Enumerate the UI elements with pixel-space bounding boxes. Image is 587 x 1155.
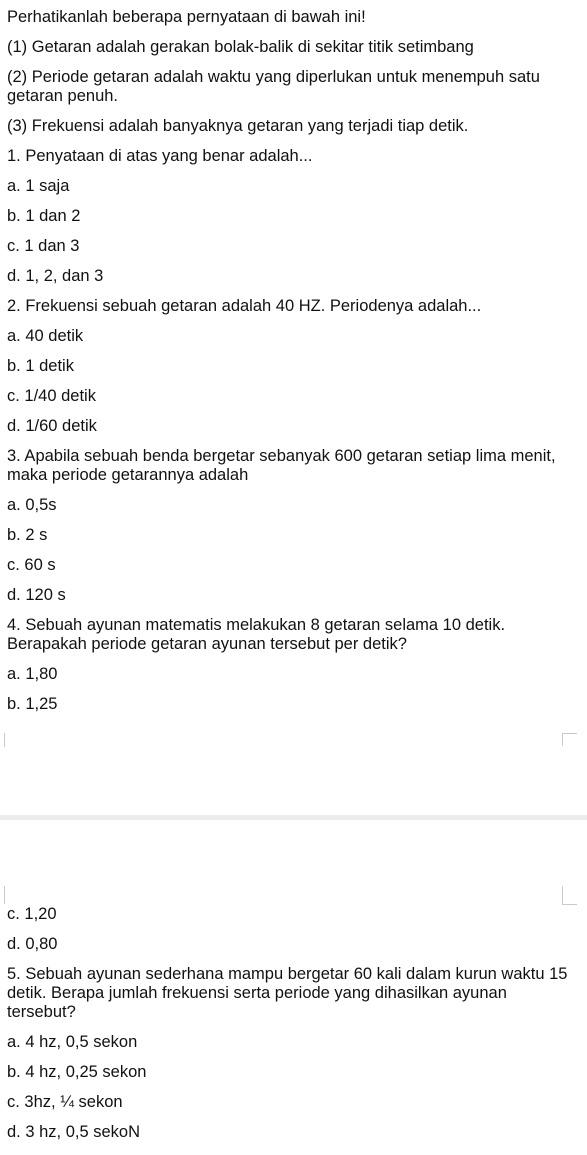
question-2-option-b: b. 1 detik [7,357,74,375]
question-1-option-a: a. 1 saja [7,177,70,195]
question-4-option-d: d. 0,80 [7,935,58,953]
question-1: 1. Penyataan di atas yang benar adalah... [7,147,313,165]
question-4-option-a: a. 1,80 [7,665,58,683]
crop-corner-bottom-right [562,886,577,905]
question-5: 5. Sebuah ayunan sederhana mampu bergetar 60 kali dalam kurun waktu 15 detik. Berapa jumlah frekuensi serta periode yang dihasilkan ayunan tersebut? [7,965,568,1021]
question-4: 4. Sebuah ayunan matematis melakukan 8 getaran selama 10 detik. Berapakah periode getaran ayunan tersebut per detik? [7,616,506,653]
page-divider [0,815,587,820]
question-3-option-a: a. 0,5s [7,496,57,514]
question-2-option-a: a. 40 detik [7,327,84,345]
instruction: Perhatikanlah beberapa pernyataan di bawah ini! [7,8,366,26]
crop-corner-bottom-left [4,886,17,904]
question-1-option-d: d. 1, 2, dan 3 [7,267,104,285]
question-3: 3. Apabila sebuah benda bergetar sebanyak 600 getaran setiap lima menit, maka periode getarannya adalah [7,447,556,484]
question-4-option-c: c. 1,20 [7,905,57,923]
question-5-option-a: a. 4 hz, 0,5 sekon [7,1033,138,1051]
question-5-option-c: c. 3hz, ¼ sekon [7,1093,123,1111]
statement-3: (3) Frekuensi adalah banyaknya getaran yang terjadi tiap detik. [7,117,469,135]
question-5-option-d: d. 3 hz, 0,5 sekoN [7,1123,140,1141]
question-4-option-b: b. 1,25 [7,695,58,713]
question-2-option-d: d. 1/60 detik [7,417,97,435]
question-5-option-b: b. 4 hz, 0,25 sekon [7,1063,147,1081]
crop-corner-top-right [562,733,577,746]
question-3-option-c: c. 60 s [7,556,56,574]
question-3-option-d: d. 120 s [7,586,66,604]
question-1-option-b: b. 1 dan 2 [7,207,81,225]
crop-corner-top-left [4,733,17,747]
question-1-option-c: c. 1 dan 3 [7,237,80,255]
question-3-option-b: b. 2 s [7,526,48,544]
page-bottom [0,905,587,1142]
statement-1: (1) Getaran adalah gerakan bolak-balik di sekitar titik setimbang [7,38,474,56]
statement-2: (2) Periode getaran adalah waktu yang diperlukan untuk menempuh satu getaran penuh. [7,68,540,105]
question-2-option-c: c. 1/40 detik [7,387,96,405]
question-2: 2. Frekuensi sebuah getaran adalah 40 HZ. Periodenya adalah... [7,297,482,315]
